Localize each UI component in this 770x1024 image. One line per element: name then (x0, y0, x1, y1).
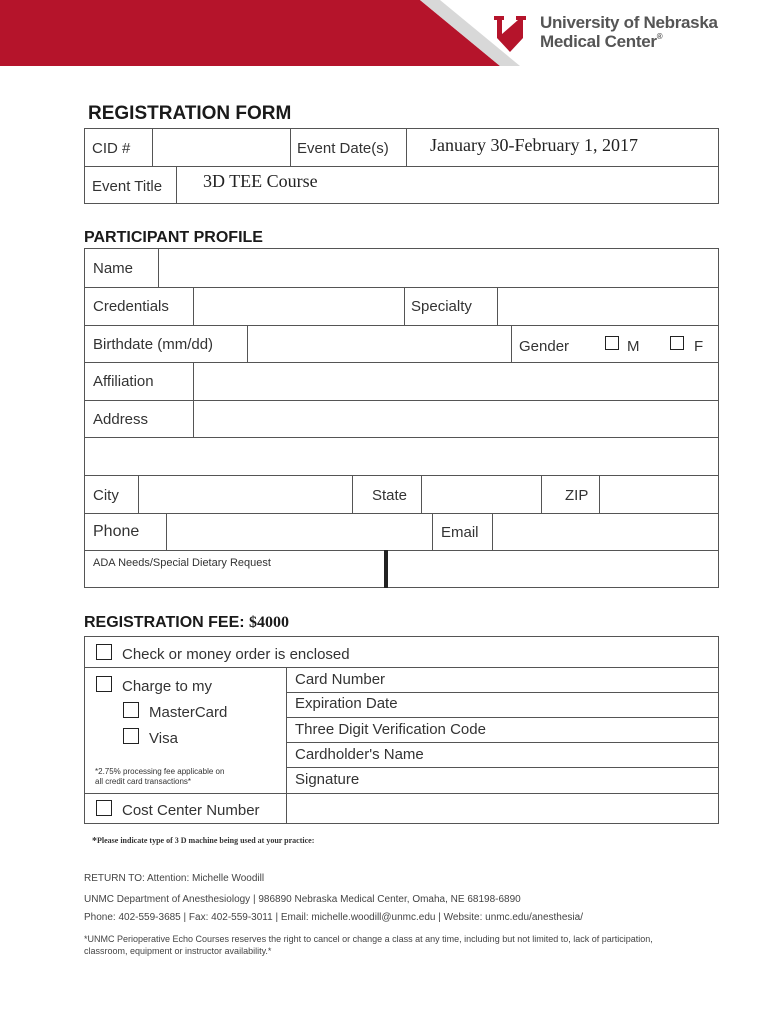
unmc-n-logo-icon (492, 14, 528, 54)
charge-card-checkbox[interactable] (96, 676, 112, 692)
cost-center-checkbox[interactable] (96, 800, 112, 816)
event-dates-label: Event Date(s) (297, 140, 389, 157)
registration-fee-heading: REGISTRATION FEE: $4000 (84, 614, 290, 631)
affiliation-label: Affiliation (93, 373, 154, 390)
email-label: Email (441, 524, 479, 541)
mastercard-checkbox[interactable] (123, 702, 139, 718)
divider (432, 513, 433, 550)
divider (352, 475, 353, 513)
event-dates-value[interactable]: January 30-February 1, 2017 (430, 135, 638, 155)
participant-profile-heading: PARTICIPANT PROFILE (84, 229, 263, 246)
name-label: Name (93, 260, 134, 277)
specialty-field[interactable] (498, 288, 718, 324)
cid-label: CID # (92, 140, 131, 157)
phone-field[interactable] (167, 514, 431, 549)
visa-label: Visa (149, 730, 178, 747)
cost-center-label: Cost Center Number (122, 802, 260, 819)
disclaimer-line-2: classroom, equipment or instructor availability.* (84, 946, 272, 956)
credentials-field[interactable] (194, 288, 403, 324)
logo-line-1: University of Nebraska (540, 13, 718, 32)
address-field-line2[interactable] (85, 438, 718, 474)
expiration-date-label: Expiration Date (295, 695, 398, 712)
address-label: Address (93, 411, 149, 428)
visa-checkbox[interactable] (123, 728, 139, 744)
specialty-label: Specialty (411, 298, 472, 315)
divider (541, 475, 542, 513)
address-field-line1[interactable] (194, 401, 718, 436)
mastercard-label: MasterCard (149, 704, 228, 721)
state-label: State (372, 487, 408, 504)
charge-card-label: Charge to my (122, 678, 213, 695)
cid-field[interactable] (153, 129, 289, 165)
event-title-label: Event Title (92, 178, 163, 195)
header-red-banner (0, 0, 500, 66)
signature-field[interactable] (375, 768, 718, 792)
zip-label: ZIP (565, 487, 589, 504)
cardholder-name-field[interactable] (445, 743, 718, 766)
cvv-field[interactable] (520, 718, 718, 741)
cost-center-field[interactable] (287, 794, 718, 823)
name-field[interactable] (159, 249, 718, 286)
cvv-label: Three Digit Verification Code (295, 721, 486, 738)
gender-f-checkbox[interactable] (670, 336, 684, 350)
gender-m-checkbox[interactable] (605, 336, 619, 350)
divider (176, 166, 177, 204)
machine-type-note: *Please indicate type of 3 D machine being used at your practice: (92, 836, 315, 847)
state-field[interactable] (422, 476, 540, 512)
divider (404, 287, 405, 325)
check-money-order-label: Check or money order is enclosed (122, 646, 350, 663)
return-to-line: RETURN TO: Attention: Michelle Woodill (84, 873, 265, 884)
zip-field[interactable] (600, 476, 718, 512)
gender-m-label: M (627, 338, 640, 355)
check-money-order-checkbox[interactable] (96, 644, 112, 660)
divider-thick (384, 550, 388, 588)
phone-label: Phone (93, 523, 140, 540)
ada-field[interactable] (389, 551, 718, 587)
department-address-line: UNMC Department of Anesthesiology | 986890 Nebraska Medical Center, Omaha, NE 68198-6890 (84, 894, 521, 905)
ada-label: ADA Needs/Special Dietary Request (93, 557, 271, 569)
contact-line: Phone: 402-559-3685 | Fax: 402-559-3011 | Email: michelle.woodill@unmc.edu | Website: unmc.edu/anesthesia/ (84, 912, 583, 923)
cardholder-name-label: Cardholder's Name (295, 746, 424, 763)
divider (84, 166, 719, 167)
affiliation-field[interactable] (194, 363, 718, 399)
signature-label: Signature (295, 771, 360, 788)
card-number-label: Card Number (295, 671, 386, 688)
divider (511, 325, 512, 362)
processing-fee-note-1: *2.75% processing fee applicable on (95, 767, 225, 776)
processing-fee-note-2: all credit card transactions* (95, 777, 192, 786)
credentials-label: Credentials (93, 298, 169, 315)
gender-label: Gender (519, 338, 570, 355)
form-title: REGISTRATION FORM (88, 103, 292, 124)
divider (406, 128, 407, 166)
disclaimer-line-1: *UNMC Perioperative Echo Courses reserves the right to cancel or change a class at any time, including but not limited to, lack of participation, (84, 934, 653, 944)
birthdate-label: Birthdate (mm/dd) (93, 336, 214, 353)
expiration-date-field[interactable] (420, 693, 718, 716)
event-title-value[interactable]: 3D TEE Course (203, 171, 318, 191)
divider (290, 128, 291, 166)
card-number-field[interactable] (400, 668, 718, 691)
email-field[interactable] (493, 514, 718, 549)
city-label: City (93, 487, 119, 504)
logo-line-2: Medical Center® (540, 32, 663, 51)
city-field[interactable] (139, 476, 351, 512)
birthdate-field[interactable] (248, 326, 510, 361)
gender-f-label: F (694, 338, 704, 355)
